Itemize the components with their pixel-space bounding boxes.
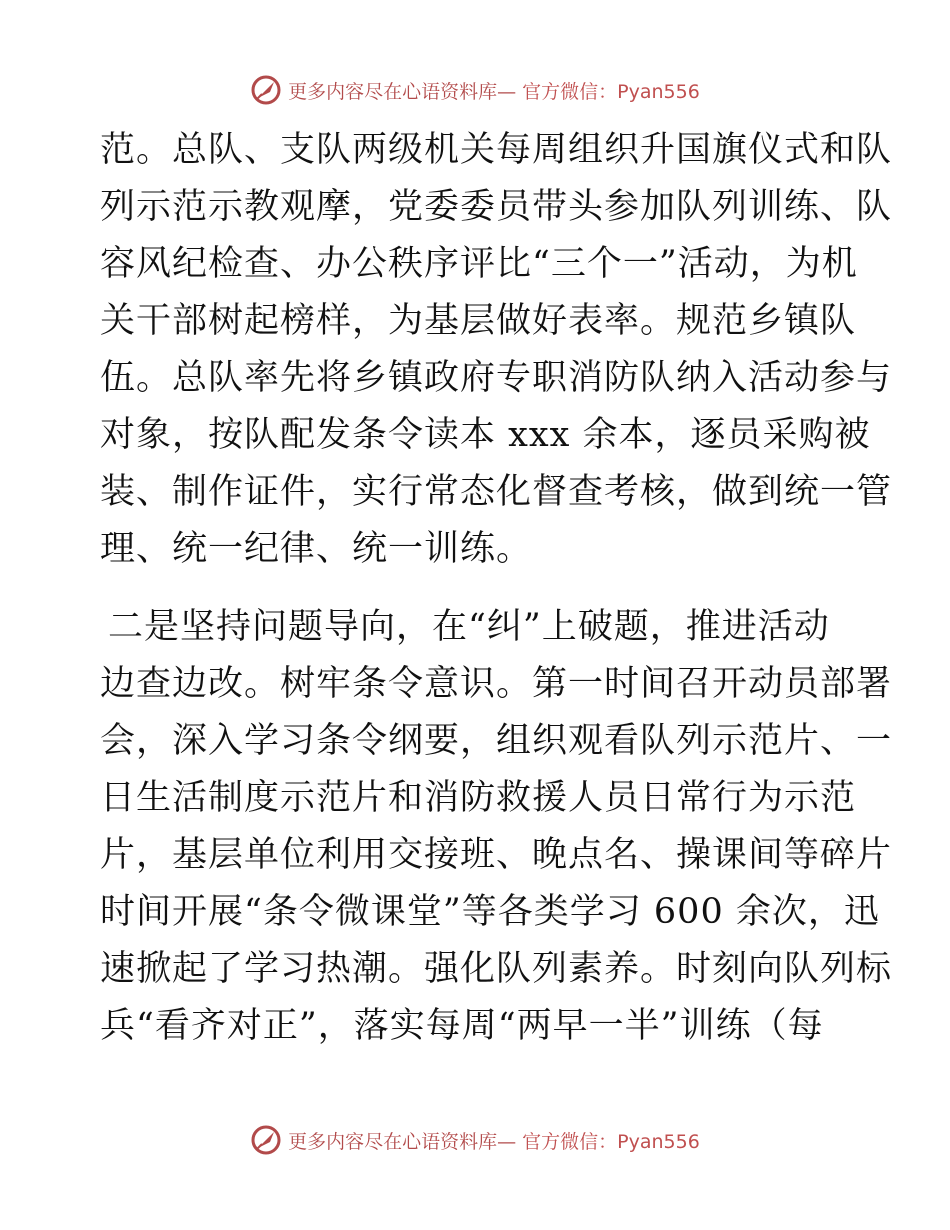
watermark-main-text: 更多内容尽在心语资料库—: [288, 80, 517, 103]
watermark-main-text: 更多内容尽在心语资料库—: [288, 1130, 517, 1153]
paragraph1-line: 列示范示教观摩，党委委员带头参加队列训练、队: [100, 187, 893, 227]
paragraph2-line: 边查边改。树牢条令意识。第一时间召开动员部署: [100, 664, 893, 704]
watermark-header: [0, 74, 950, 106]
paragraph2-line: 兵“看齐对正”，落实每周“两早一半”训练（每: [100, 1006, 824, 1046]
paragraph1-line: 范。总队、支队两级机关每周组织升国旗仪式和队: [100, 130, 893, 170]
paragraph1-line: 对象，按队配发条令读本 xxx 余本，逐员采购被: [100, 415, 871, 455]
paragraph2-line: 会，深入学习条令纲要，组织观看队列示范片、一: [100, 721, 893, 761]
paragraph2-line: 速掀起了学习热潮。强化队列素养。时刻向队列标: [100, 949, 893, 989]
paragraph2-line: 二是坚持问题导向，在“纠”上破题，推进活动: [108, 607, 830, 647]
watermark-wechat-text: 官方微信：Pyan556: [522, 1130, 700, 1153]
paragraph2-line: 片，基层单位利用交接班、晚点名、操课间等碎片: [100, 835, 893, 875]
paragraph2-line: 日生活制度示范片和消防救援人员日常行为示范: [100, 778, 857, 818]
paragraph1-line: 关干部树起榜样，为基层做好表率。规范乡镇队: [100, 301, 857, 341]
paragraph1-line: 装、制作证件，实行常态化督查考核，做到统一管: [100, 472, 893, 512]
watermark-footer: [0, 1124, 950, 1156]
paragraph1-line: 理、统一纪律、统一训练。: [100, 529, 533, 569]
quill-logo-icon: [250, 74, 282, 106]
paragraph2-line: 时间开展“条令微课堂”等各类学习 600 余次，迅: [100, 892, 880, 932]
paragraph1-line: 伍。总队率先将乡镇政府专职消防队纳入活动参与: [100, 358, 893, 398]
quill-logo-icon: [250, 1124, 282, 1156]
watermark-wechat-text: 官方微信：Pyan556: [522, 80, 700, 103]
paragraph1-line: 容风纪检查、办公秩序评比“三个一”活动，为机: [100, 244, 858, 284]
document-body: [100, 122, 893, 1055]
